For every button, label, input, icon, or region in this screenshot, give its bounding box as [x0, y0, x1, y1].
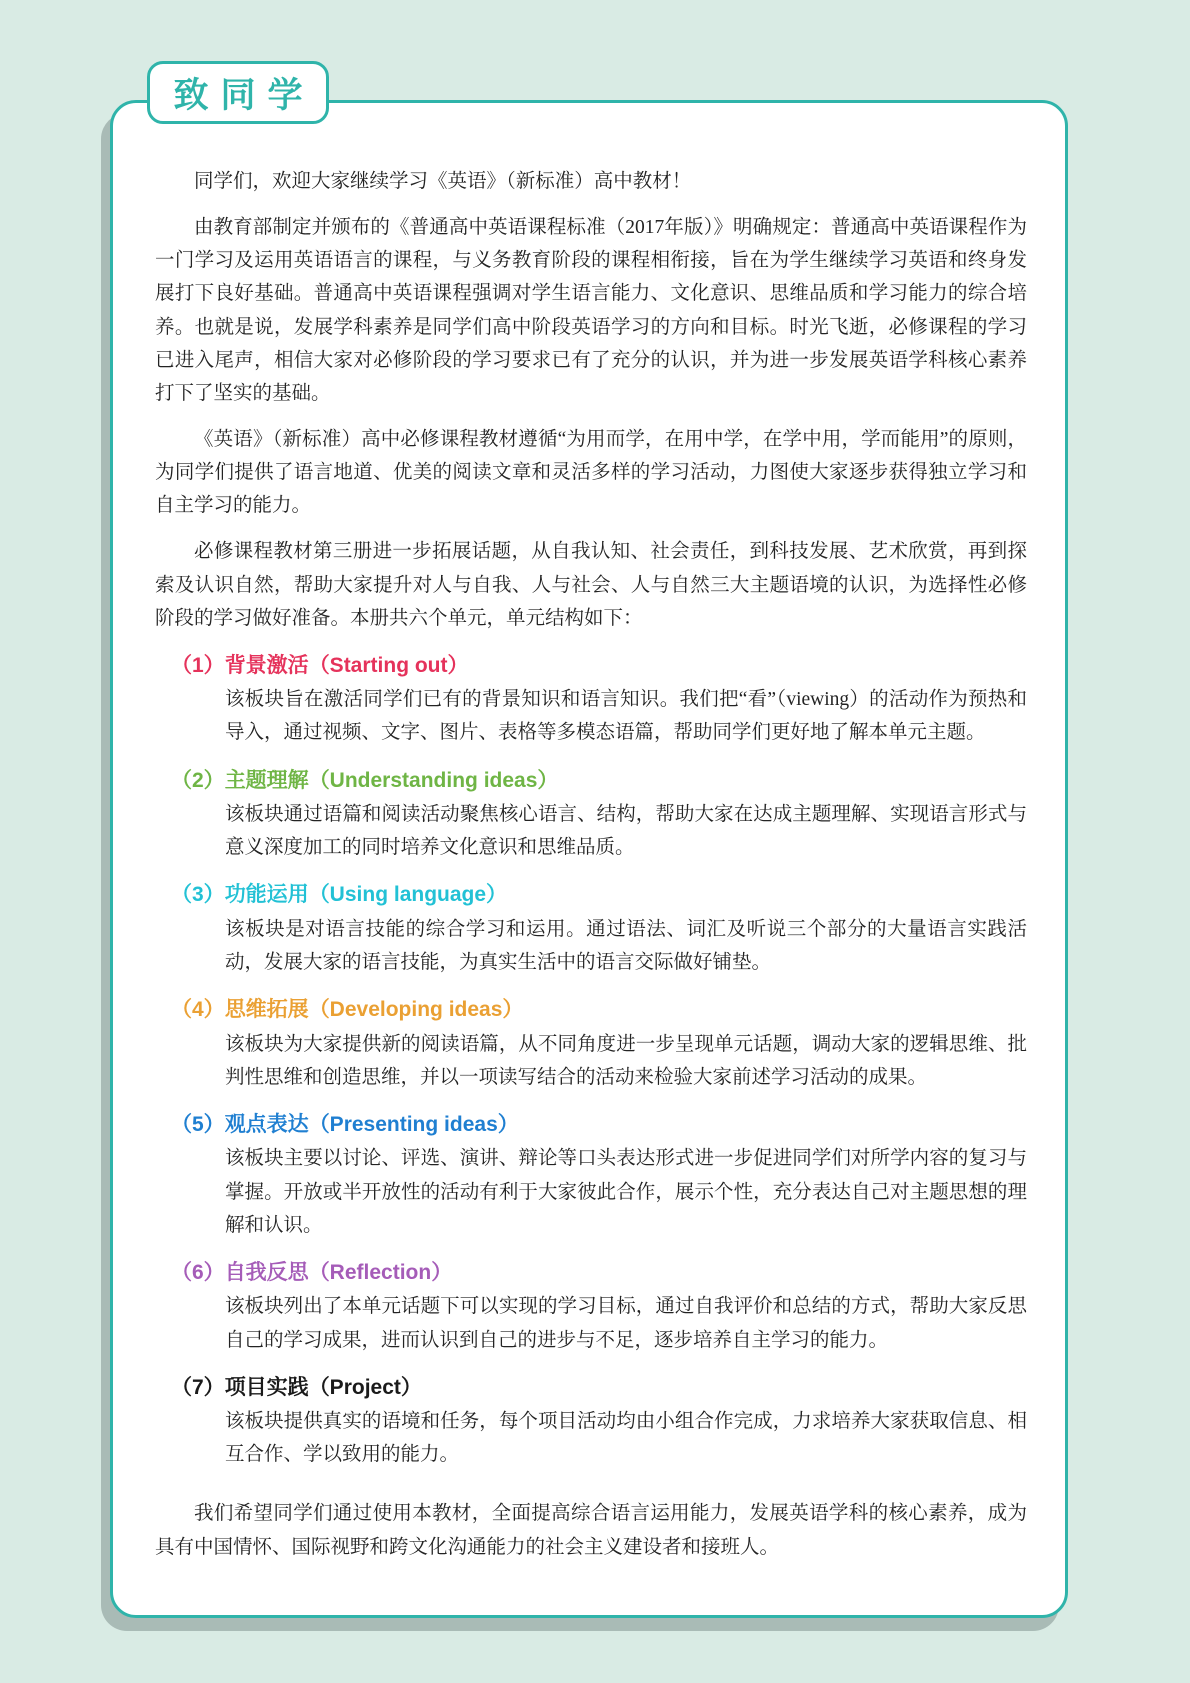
section-title-en: （Presenting ideas）: [308, 1112, 519, 1136]
section-starting-out: [155, 650, 1027, 750]
section-title-zh: 主题理解: [224, 768, 309, 792]
section-heading: [171, 994, 1027, 1026]
section-title-en: （Starting out）: [308, 653, 469, 677]
section-title-en: （Using language）: [308, 883, 508, 907]
section-heading: [171, 650, 1027, 682]
intro-paragraph-1: 同学们，欢迎大家继续学习《英语》（新标准）高中教材！: [194, 171, 692, 192]
intro-paragraph-2: 由教育部制定并颁布的《普通高中英语课程标准（2017年版）》明确规定：普通高中英语课程作为一门学习及运用英语语言的课程，与义务教育阶段的课程相衔接，旨在为学生继续学习英语和终身发展打下良好基础。普通高中英语课程强调对学生语言能力、文化意识、思维品质和学习能力的综合培养。也就是说，发展学科素养是同学们高中阶段英语学习的方向和目标。时光飞逝，必修课程的学习已进入尾声，相信大家对必修阶段的学习要求已有了充分的认识，并为进一步发展英语学科核心素养打下了坚实的基础。: [155, 217, 1027, 404]
page-title-badge: [147, 61, 329, 124]
section-project: [155, 1372, 1027, 1472]
section-title-zh: 背景激活: [224, 653, 309, 677]
section-number: （7）: [171, 1375, 225, 1399]
section-body: 该板块提供真实的语境和任务，每个项目活动均由小组合作完成，力求培养大家获取信息、相互合作、学以致用的能力。: [225, 1411, 1027, 1466]
section-heading: [171, 1109, 1027, 1141]
section-number: （1）: [171, 653, 225, 677]
section-presenting-ideas: [155, 1109, 1027, 1242]
section-body: 该板块通过语篇和阅读活动聚焦核心语言、结构，帮助大家在达成主题理解、实现语言形式与意义深度加工的同时培养文化意识和思维品质。: [225, 804, 1027, 859]
closing-paragraph: 我们希望同学们通过使用本教材，全面提高综合语言运用能力，发展英语学科的核心素养，成为具有中国情怀、国际视野和跨文化沟通能力的社会主义建设者和接班人。: [155, 1503, 1027, 1558]
section-body: 该板块为大家提供新的阅读语篇，从不同角度进一步呈现单元话题，调动大家的逻辑思维、批判性思维和创造思维，并以一项读写结合的活动来检验大家前述学习活动的成果。: [225, 1033, 1027, 1088]
intro-paragraph-3: 《英语》（新标准）高中必修课程教材遵循“为用而学，在用中学，在学中用，学而能用”的原则，为同学们提供了语言地道、优美的阅读文章和灵活多样的学习活动，力图使大家逐步获得独立学习和自主学习的能力。: [155, 428, 1027, 517]
section-developing-ideas: [155, 994, 1027, 1094]
page-title: 致同学: [173, 75, 315, 115]
section-using-language: [155, 879, 1027, 979]
section-body: 该板块主要以讨论、评选、演讲、辩论等口头表达形式进一步促进同学们对所学内容的复习与掌握。开放或半开放性的活动有利于大家彼此合作，展示个性，充分表达自己对主题思想的理解和认识。: [225, 1148, 1027, 1236]
section-number: （4）: [171, 998, 225, 1022]
section-title-zh: 观点表达: [224, 1112, 309, 1136]
section-reflection: [155, 1257, 1027, 1357]
section-title-en: （Developing ideas）: [308, 998, 524, 1022]
section-title-en: （Project）: [308, 1375, 422, 1399]
intro-paragraph-4: 必修课程教材第三册进一步拓展话题，从自我认知、社会责任，到科技发展、艺术欣赏，再到探索及认识自然，帮助大家提升对人与自我、人与社会、人与自然三大主题语境的认识，为选择性必修阶段的学习做好准备。本册共六个单元，单元结构如下：: [155, 541, 1027, 629]
section-heading: [171, 879, 1027, 911]
section-body: 该板块是对语言技能的综合学习和运用。通过语法、词汇及听说三个部分的大量语言实践活动，发展大家的语言技能，为真实生活中的语言交际做好铺垫。: [225, 918, 1027, 974]
section-title-zh: 项目实践: [224, 1375, 309, 1399]
section-number: （5）: [171, 1112, 225, 1136]
section-body: 该板块列出了本单元话题下可以实现的学习目标，通过自我评价和总结的方式，帮助大家反思自己的学习成果，进而认识到自己的进步与不足，逐步培养自主学习的能力。: [225, 1296, 1027, 1351]
section-number: （3）: [171, 883, 225, 907]
section-number: （2）: [171, 768, 225, 792]
section-title-zh: 功能运用: [224, 883, 309, 907]
section-heading: [171, 1257, 1027, 1289]
content-card: [110, 100, 1068, 1618]
section-number: （6）: [171, 1260, 225, 1284]
section-title-en: （Understanding ideas）: [308, 768, 559, 792]
section-heading: [171, 765, 1027, 797]
section-title-zh: 自我反思: [224, 1260, 309, 1284]
section-title-zh: 思维拓展: [224, 998, 309, 1022]
section-title-en: （Reflection）: [308, 1260, 453, 1284]
section-body: 该板块旨在激活同学们已有的背景知识和语言知识。我们把“看”（viewing）的活动作为预热和导入，通过视频、文字、图片、表格等多模态语篇，帮助同学们更好地了解本单元主题。: [225, 689, 1027, 744]
page-content: [113, 103, 1065, 1577]
section-heading: [171, 1372, 1027, 1404]
section-understanding-ideas: [155, 765, 1027, 865]
